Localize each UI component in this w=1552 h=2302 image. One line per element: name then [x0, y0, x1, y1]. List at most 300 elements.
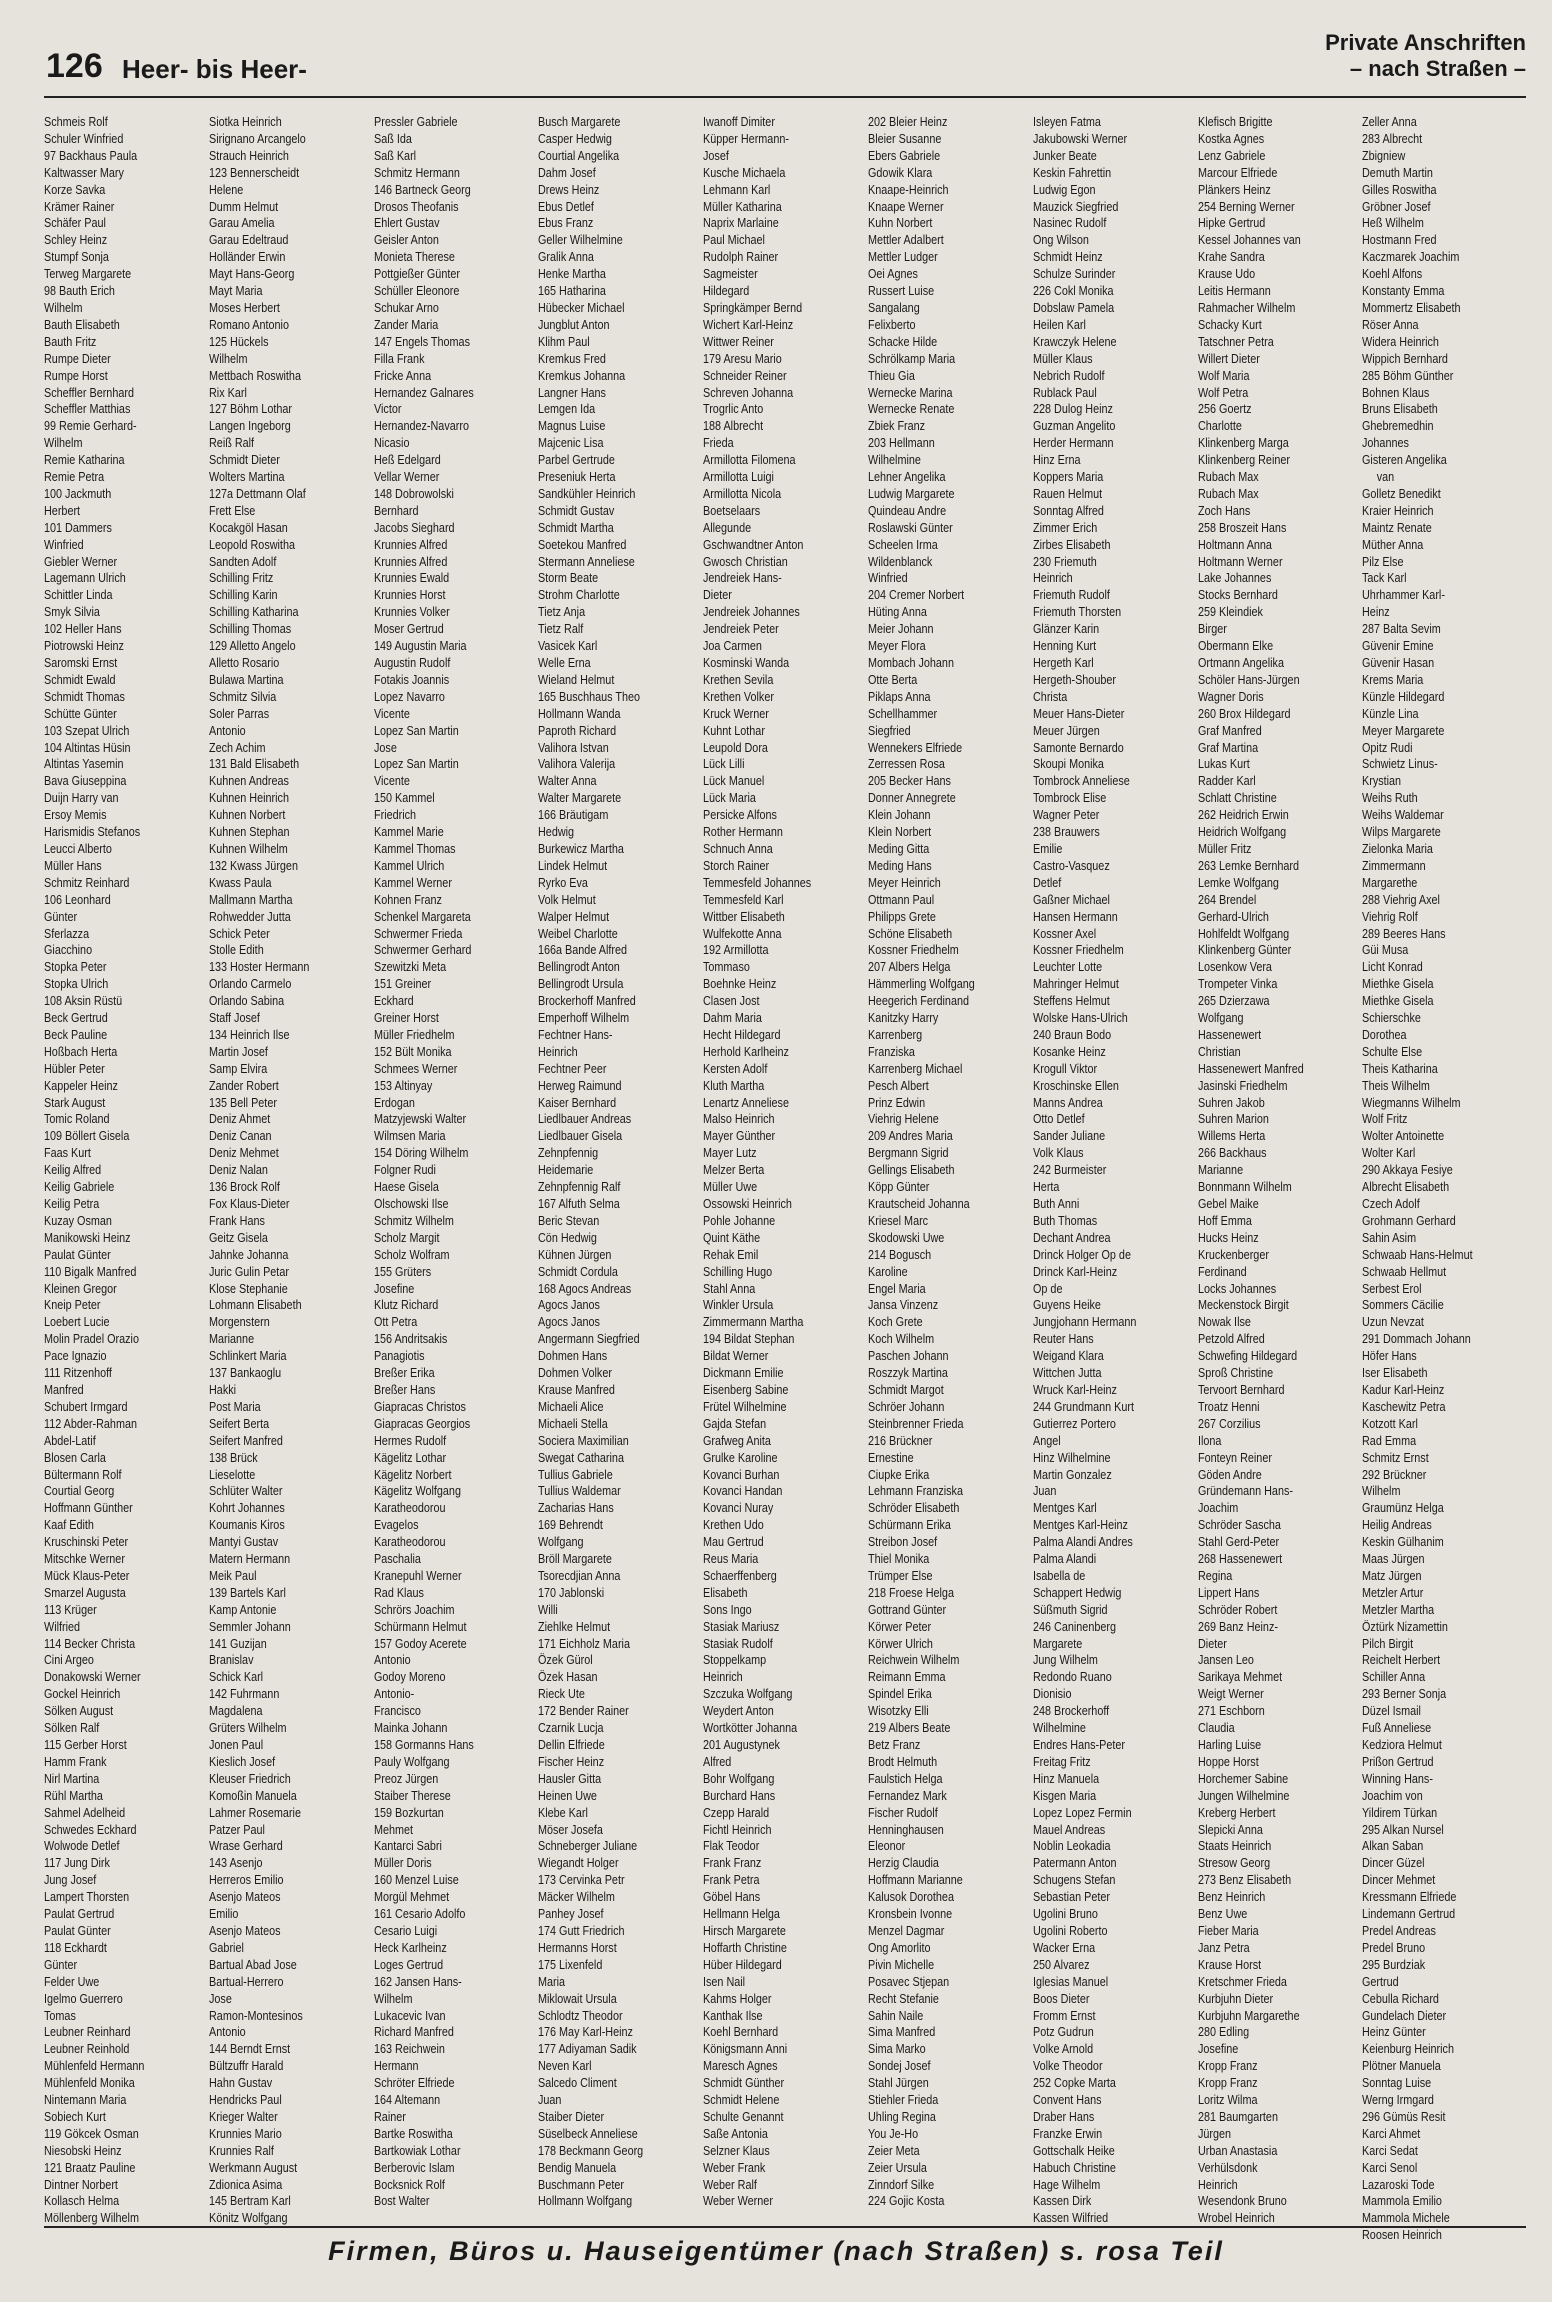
- directory-entry: Karci Senol: [1362, 2159, 1418, 2175]
- directory-entry: Schukar Arno: [373, 299, 439, 315]
- directory-entry: Maintz Renate: [1362, 519, 1433, 535]
- directory-entry: Wrase Gerhard: [208, 1838, 283, 1854]
- directory-entry: Fox Klaus-Dieter: [208, 1196, 290, 1211]
- directory-entry: Kammel Ulrich: [373, 857, 444, 873]
- directory-entry: Burchard Hans: [703, 1787, 776, 1803]
- directory-entry: Sferlazza: [44, 925, 90, 941]
- directory-entry: Krunnies Ewald: [373, 570, 449, 586]
- directory-entry: Klutz Richard: [373, 1297, 438, 1313]
- directory-entry: Theis Katharina: [1362, 1060, 1439, 1076]
- directory-entry: 238 Brauwers: [1032, 824, 1100, 840]
- directory-entry: Samp Elvira: [208, 1060, 268, 1076]
- directory-entry: Monieta Therese: [373, 249, 455, 265]
- directory-entry: Isleyen Fatma: [1032, 114, 1101, 129]
- directory-entry: Rehak Emil: [703, 1246, 759, 1262]
- directory-entry: 160 Menzel Luise: [373, 1872, 459, 1888]
- directory-entry: Gajda Stefan: [703, 1415, 767, 1431]
- directory-entry: Betz Franz: [868, 1737, 921, 1752]
- directory-entry: Pilz Else: [1362, 553, 1404, 569]
- directory-entry: Heegerich Ferdinand: [868, 993, 970, 1009]
- directory-entry: Scheffler Matthias: [44, 401, 131, 417]
- directory-entry: 106 Leonhard: [44, 891, 111, 907]
- directory-entry: Krunnies Volker: [373, 604, 450, 620]
- directory-entry: Grohmann Gerhard: [1362, 1212, 1457, 1228]
- directory-entry: Mayer Günther: [703, 1128, 776, 1144]
- directory-entry: Willi: [538, 1601, 559, 1617]
- directory-entry: Lazaroski Tode: [1362, 2176, 1435, 2192]
- directory-entry: Eleonor: [868, 1838, 906, 1854]
- directory-entry: Mühlenfeld Monika: [44, 2075, 135, 2091]
- directory-entry: Soetekou Manfred: [538, 536, 627, 552]
- directory-entry: Schugens Stefan: [1032, 1872, 1116, 1888]
- directory-column: [703, 114, 863, 2220]
- directory-entry: Lück Maria: [703, 790, 757, 806]
- directory-entry: Tsorecdjian Anna: [538, 1567, 621, 1583]
- directory-entry: Wittchen Jutta: [1032, 1365, 1102, 1381]
- directory-entry: Kühnen Jürgen: [538, 1246, 612, 1262]
- directory-entry: Wildenblanck: [868, 553, 933, 569]
- directory-entry: Zirbes Elisabeth: [1032, 536, 1111, 552]
- directory-entry: Obermann Elke: [1197, 638, 1273, 654]
- directory-entry: Zimmermann: [1362, 857, 1427, 873]
- directory-entry: Vicente: [373, 773, 410, 789]
- directory-entry: Iwanoff Dimiter: [703, 114, 776, 129]
- directory-entry: Fonteyn Reiner: [1197, 1449, 1272, 1465]
- directory-entry: Hinz Erna: [1032, 452, 1081, 468]
- directory-entry: Lück Lilli: [703, 756, 745, 772]
- directory-entry: Schmeis Rolf: [44, 114, 108, 129]
- directory-entry: Burkewicz Martha: [538, 840, 625, 856]
- directory-entry: Graf Martina: [1197, 739, 1258, 755]
- directory-entry: Krause Udo: [1197, 266, 1255, 282]
- directory-entry: Schrörs Joachim: [373, 1601, 455, 1617]
- directory-entry: 157 Godoy Acerete: [373, 1635, 467, 1651]
- directory-entry: 146 Bartneck Georg: [373, 181, 471, 197]
- directory-entry: Selzner Klaus: [703, 2142, 770, 2158]
- directory-entry: van: [1377, 469, 1395, 485]
- directory-entry: Agocs Janos: [538, 1297, 601, 1313]
- bottom-rule: [44, 2226, 1526, 2228]
- directory-entry: Zoch Hans: [1197, 502, 1250, 518]
- directory-entry: Leubner Reinhard: [44, 2024, 131, 2040]
- directory-entry: Volk Klaus: [1032, 1145, 1084, 1161]
- directory-entry: Heinen Uwe: [538, 1787, 598, 1803]
- directory-entry: Kassen Wilfried: [1032, 2210, 1108, 2226]
- directory-entry: Zeier Meta: [868, 2142, 920, 2158]
- directory-entry: Klinkenberg Reiner: [1197, 452, 1290, 468]
- directory-entry: Richard Manfred: [373, 2024, 454, 2040]
- directory-entry: 133 Hoster Hermann: [208, 959, 310, 975]
- directory-entry: Herzig Claudia: [868, 1855, 939, 1871]
- directory-entry: Geisler Anton: [373, 232, 439, 248]
- address-columns: [44, 114, 1526, 2243]
- directory-entry: Staff Josef: [208, 1010, 260, 1026]
- directory-entry: Lindek Helmut: [538, 857, 608, 873]
- directory-entry: Kronsbein Ivonne: [868, 1906, 953, 1922]
- directory-entry: Meik Paul: [208, 1567, 257, 1583]
- directory-entry: Loebert Lucie: [44, 1314, 110, 1330]
- directory-entry: Knaape Werner: [868, 198, 944, 214]
- directory-entry: Bellingrodt Anton: [538, 959, 621, 975]
- directory-entry: Günter: [44, 1956, 78, 1972]
- directory-entry: 214 Bogusch: [868, 1246, 932, 1262]
- directory-entry: You Je-Ho: [868, 2125, 919, 2141]
- directory-entry: Mühlenfeld Hermann: [44, 2058, 145, 2074]
- directory-entry: Albrecht Elisabeth: [1362, 1179, 1450, 1195]
- directory-entry: Süßmuth Sigrid: [1032, 1601, 1108, 1617]
- directory-entry: Bildat Werner: [703, 1348, 769, 1364]
- directory-entry: Christian: [1197, 1043, 1241, 1059]
- directory-entry: Breßer Hans: [373, 1381, 435, 1397]
- directory-entry: Mettbach Roswitha: [208, 367, 301, 383]
- directory-entry: Soler Parras: [208, 705, 269, 721]
- directory-entry: Magdalena: [208, 1703, 263, 1719]
- directory-entry: 230 Friemuth: [1032, 553, 1097, 569]
- directory-entry: 155 Grüters: [373, 1263, 431, 1279]
- directory-entry: Beck Pauline: [44, 1026, 108, 1042]
- directory-entry: 204 Cremer Norbert: [868, 587, 965, 603]
- directory-entry: Matern Hermann: [208, 1551, 290, 1567]
- directory-entry: Emperhoff Wilhelm: [538, 1010, 630, 1026]
- directory-entry: Meier Johann: [868, 621, 934, 637]
- directory-entry: Joachim von: [1362, 1787, 1424, 1803]
- directory-entry: Birger: [1197, 621, 1227, 637]
- directory-entry: Volke Arnold: [1032, 2041, 1093, 2057]
- directory-entry: Evagelos: [373, 1517, 419, 1533]
- directory-entry: Petzold Alfred: [1197, 1331, 1265, 1347]
- directory-entry: Weihs Waldemar: [1362, 807, 1445, 823]
- directory-entry: Cesario Luigi: [373, 1922, 437, 1938]
- directory-entry: Breßer Erika: [373, 1365, 435, 1381]
- directory-column: [1197, 114, 1358, 2226]
- directory-entry: Dionisio: [1032, 1686, 1072, 1702]
- directory-entry: Wolters Martina: [208, 469, 285, 485]
- directory-entry: Uzun Nevzat: [1362, 1314, 1425, 1330]
- directory-entry: Beric Stevan: [538, 1212, 600, 1228]
- directory-entry: 265 Dzierzawa: [1197, 993, 1270, 1009]
- directory-entry: Krunnies Horst: [373, 587, 446, 603]
- directory-entry: Küpper Hermann-: [703, 130, 790, 146]
- directory-entry: Schöler Hans-Jürgen: [1197, 671, 1300, 687]
- directory-entry: Stocks Bernhard: [1197, 587, 1278, 603]
- directory-entry: Juan: [538, 2092, 562, 2108]
- directory-entry: Patzer Paul: [208, 1821, 265, 1837]
- directory-entry: Dohmen Volker: [538, 1365, 613, 1381]
- directory-entry: Reuter Hans: [1032, 1331, 1094, 1347]
- directory-entry: Leubner Reinhold: [44, 2041, 130, 2057]
- directory-entry: Isabella de: [1032, 1567, 1086, 1583]
- directory-entry: Schröer Johann: [868, 1398, 945, 1414]
- directory-entry: Reichwein Wilhelm: [868, 1652, 960, 1668]
- directory-entry: 153 Altinyay: [373, 1077, 432, 1093]
- directory-entry: Mentges Karl-Heinz: [1032, 1517, 1128, 1533]
- directory-entry: Zimmer Erich: [1032, 519, 1098, 535]
- directory-entry: Paschen Johann: [868, 1348, 949, 1364]
- directory-entry: Schierschke: [1362, 1010, 1422, 1026]
- directory-entry: Saromski Ernst: [44, 655, 118, 670]
- directory-entry: Zacharias Hans: [538, 1500, 615, 1516]
- directory-entry: Möser Josefa: [538, 1821, 604, 1837]
- directory-entry: Hollmann Wolfgang: [538, 2193, 633, 2209]
- directory-entry: Heck Karlheinz: [373, 1939, 447, 1955]
- directory-entry: Hostmann Fred: [1362, 232, 1437, 248]
- directory-entry: Duijn Harry van: [44, 790, 119, 806]
- directory-entry: Ernestine: [868, 1449, 914, 1465]
- directory-entry: Mauzick Siegfried: [1032, 198, 1119, 214]
- directory-entry: Dickmann Emilie: [703, 1365, 784, 1381]
- directory-entry: Courtial Angelika: [538, 147, 620, 163]
- directory-entry: Drosos Theofanis: [373, 198, 459, 214]
- directory-entry: Schellhammer: [868, 705, 938, 721]
- directory-entry: Lenz Gabriele: [1197, 147, 1265, 163]
- directory-entry: Özek Hasan: [538, 1669, 598, 1685]
- directory-entry: Fechtner Peer: [538, 1060, 607, 1076]
- directory-entry: Elisabeth: [703, 1584, 748, 1600]
- directory-entry: Rühl Martha: [44, 1787, 103, 1803]
- directory-entry: 202 Bleier Heinz: [868, 114, 948, 129]
- directory-entry: Rieck Ute: [538, 1686, 586, 1702]
- directory-entry: 161 Cesario Adolfo: [373, 1906, 465, 1922]
- directory-entry: 280 Edling: [1197, 2024, 1249, 2040]
- directory-entry: Bava Giuseppina: [44, 773, 127, 789]
- directory-entry: Naprix Marlaine: [703, 215, 779, 231]
- directory-entry: Lohmann Elisabeth: [208, 1297, 302, 1313]
- directory-entry: Günter: [44, 908, 78, 924]
- directory-entry: Oei Agnes: [868, 266, 918, 282]
- directory-entry: Wolf Fritz: [1362, 1111, 1408, 1127]
- directory-entry: Wernecke Marina: [868, 384, 953, 400]
- directory-entry: Jung Josef: [44, 1872, 97, 1888]
- directory-entry: Malso Heinrich: [703, 1111, 775, 1127]
- directory-entry: Buschmann Peter: [538, 2176, 625, 2192]
- directory-entry: Seifert Manfred: [208, 1432, 283, 1448]
- directory-entry: Klein Johann: [868, 807, 931, 823]
- directory-entry: Frank Hans: [208, 1212, 265, 1228]
- directory-entry: Terweg Margarete: [44, 266, 132, 282]
- directory-entry: Schmitz Hermann: [373, 164, 460, 180]
- directory-entry: Tullius Waldemar: [538, 1483, 622, 1499]
- directory-entry: Sebastian Peter: [1032, 1889, 1110, 1905]
- directory-entry: Keskin Gülhanim: [1362, 1534, 1445, 1550]
- directory-entry: Kostka Agnes: [1197, 130, 1264, 146]
- directory-entry: Karoline: [868, 1263, 908, 1279]
- directory-entry: Armillotta Filomena: [703, 452, 796, 468]
- directory-entry: Holtmann Werner: [1197, 553, 1283, 569]
- directory-entry: Hage Wilhelm: [1032, 2176, 1101, 2192]
- directory-entry: Wacker Erna: [1032, 1939, 1095, 1955]
- directory-entry: Heidemarie: [538, 1162, 594, 1178]
- directory-entry: Moser Gertrud: [373, 621, 444, 637]
- directory-entry: Folgner Rudi: [373, 1162, 436, 1178]
- directory-entry: Benz Uwe: [1197, 1906, 1247, 1922]
- directory-entry: Dorothea: [1362, 1026, 1407, 1042]
- directory-entry: Franziska: [868, 1043, 915, 1059]
- directory-entry: Gebel Maike: [1197, 1196, 1259, 1211]
- directory-entry: Marianne: [1197, 1162, 1243, 1178]
- directory-entry: Wennekers Elfriede: [868, 739, 963, 755]
- directory-entry: Henninghausen: [868, 1821, 944, 1837]
- directory-entry: 172 Bender Rainer: [538, 1703, 630, 1719]
- directory-entry: Jasinski Friedhelm: [1197, 1077, 1288, 1093]
- directory-entry: Kwass Paula: [208, 874, 272, 890]
- directory-entry: Güvenir Hasan: [1362, 655, 1435, 670]
- directory-entry: Strohm Charlotte: [538, 587, 621, 603]
- directory-entry: Kanthak Ilse: [703, 2007, 763, 2023]
- directory-entry: Müller Doris: [373, 1855, 432, 1871]
- directory-entry: Hansen Hermann: [1032, 908, 1118, 924]
- directory-entry: Schreven Johanna: [703, 384, 794, 400]
- directory-entry: Henning Kurt: [1032, 638, 1096, 654]
- directory-entry: Ott Petra: [373, 1314, 417, 1330]
- directory-entry: Volk Helmut: [538, 891, 597, 907]
- directory-entry: Kuhnen Wilhelm: [208, 840, 288, 856]
- directory-entry: Redondo Ruano: [1032, 1669, 1112, 1685]
- directory-entry: Leuchter Lotte: [1032, 959, 1102, 975]
- directory-entry: 254 Berning Werner: [1197, 198, 1295, 214]
- directory-entry: Langen Ingeborg: [208, 418, 291, 434]
- directory-entry: 99 Remie Gerhard-: [44, 418, 137, 434]
- directory-entry: Kappeler Heinz: [44, 1077, 118, 1093]
- directory-entry: Schlüter Walter: [208, 1483, 283, 1499]
- directory-entry: Ortmann Angelika: [1197, 655, 1284, 670]
- directory-entry: Gisteren Angelika: [1362, 452, 1448, 468]
- directory-entry: Schäfer Paul: [44, 215, 106, 231]
- directory-entry: Göden Andre: [1197, 1466, 1262, 1482]
- directory-entry: Schüller Eleonore: [373, 283, 459, 299]
- directory-entry: Sölken Ralf: [44, 1720, 100, 1736]
- directory-entry: Greiner Horst: [373, 1010, 439, 1026]
- directory-entry: Karci Ahmet: [1362, 2125, 1421, 2141]
- directory-entry: Verhülsdonk: [1197, 2159, 1258, 2175]
- directory-entry: Ludwig Egon: [1032, 181, 1096, 197]
- directory-entry: 267 Corzilius: [1197, 1415, 1261, 1431]
- directory-entry: Suhren Jakob: [1197, 1094, 1265, 1110]
- directory-entry: Smyk Silvia: [44, 604, 100, 620]
- directory-entry: Boetselaars: [703, 502, 761, 518]
- directory-entry: Emilio: [208, 1906, 239, 1922]
- directory-entry: Hellmann Helga: [703, 1906, 781, 1922]
- directory-entry: Frieda: [703, 435, 734, 451]
- directory-entry: Hirsch Margarete: [703, 1922, 787, 1938]
- directory-entry: Müller Fritz: [1197, 840, 1252, 856]
- directory-entry: Guzman Angelito: [1032, 418, 1116, 434]
- directory-entry: Hildegard: [703, 283, 750, 299]
- directory-entry: Kalusok Dorothea: [868, 1889, 954, 1905]
- directory-entry: Herreros Emilio: [208, 1872, 284, 1888]
- directory-entry: Stiehler Frieda: [868, 2092, 939, 2108]
- directory-entry: Czepp Harald: [703, 1804, 770, 1820]
- directory-entry: Schmitz Silvia: [208, 688, 277, 704]
- directory-entry: Kuzay Osman: [44, 1212, 112, 1228]
- directory-entry: Juan: [1032, 1483, 1057, 1499]
- directory-entry: Fuß Anneliese: [1362, 1720, 1432, 1736]
- directory-entry: 252 Copke Marta: [1032, 2075, 1116, 2091]
- directory-entry: Kovanci Nuray: [703, 1500, 774, 1516]
- directory-entry: Weydert Anton: [703, 1703, 774, 1719]
- directory-entry: 151 Greiner: [373, 976, 431, 992]
- directory-entry: Mitschke Werner: [44, 1551, 125, 1567]
- directory-entry: Mombach Johann: [868, 655, 954, 670]
- directory-entry: Kammel Thomas: [373, 840, 456, 856]
- directory-entry: Schmees Werner: [373, 1060, 457, 1076]
- directory-entry: Losenkow Vera: [1197, 959, 1272, 975]
- directory-entry: Siotka Heinrich: [208, 114, 282, 129]
- directory-entry: Winfried: [44, 536, 84, 552]
- directory-entry: Hollmann Wanda: [538, 705, 621, 721]
- directory-entry: Smarzel Augusta: [44, 1584, 126, 1600]
- directory-entry: Metzler Artur: [1362, 1584, 1424, 1600]
- directory-entry: Müller Uwe: [703, 1179, 758, 1195]
- directory-entry: Rad Klaus: [373, 1584, 424, 1600]
- directory-entry: Brodt Helmuth: [868, 1753, 938, 1769]
- directory-entry: Menzel Dagmar: [868, 1922, 945, 1938]
- directory-entry: Brockerhoff Manfred: [538, 993, 637, 1009]
- directory-entry: Angermann Siegfried: [538, 1331, 640, 1347]
- directory-entry: Grüters Wilhelm: [208, 1720, 287, 1736]
- directory-entry: Herhold Karlheinz: [703, 1043, 790, 1059]
- directory-entry: Ilona: [1197, 1432, 1222, 1448]
- directory-entry: Kuhnen Heinrich: [208, 790, 289, 806]
- directory-entry: Potz Gudrun: [1032, 2024, 1094, 2040]
- directory-entry: Zeier Ursula: [868, 2159, 927, 2175]
- directory-entry: Keienburg Heinrich: [1362, 2041, 1455, 2057]
- directory-entry: Zbiek Franz: [868, 418, 926, 434]
- directory-entry: Nasinec Rudolf: [1032, 215, 1107, 231]
- directory-entry: 295 Burdziak: [1362, 1956, 1426, 1972]
- directory-entry: Siegfried: [868, 722, 911, 738]
- directory-entry: Friemuth Rudolf: [1032, 587, 1110, 603]
- directory-entry: Heß Edelgard: [373, 452, 441, 468]
- directory-entry: 226 Cokl Monika: [1032, 283, 1114, 299]
- directory-entry: Donner Annegrete: [868, 790, 956, 806]
- directory-entry: Hendricks Paul: [208, 2092, 282, 2108]
- directory-entry: Volke Theodor: [1032, 2058, 1103, 2074]
- directory-entry: Kisgen Maria: [1032, 1787, 1096, 1803]
- directory-entry: Grafweg Anita: [703, 1432, 772, 1448]
- directory-entry: Pauly Wolfgang: [373, 1753, 450, 1769]
- directory-entry: Heß Wilhelm: [1362, 215, 1425, 231]
- directory-entry: Igelmo Guerrero: [44, 1990, 123, 2006]
- directory-entry: Zehnpfennig: [538, 1145, 599, 1161]
- directory-entry: Krunnies Ralf: [208, 2142, 274, 2158]
- directory-entry: Juric Gulin Petar: [208, 1263, 289, 1279]
- directory-entry: 207 Albers Helga: [868, 959, 951, 975]
- directory-entry: Widera Heinrich: [1362, 333, 1440, 349]
- directory-entry: Antonio: [373, 1652, 411, 1668]
- directory-entry: Kurbjuhn Dieter: [1197, 1990, 1273, 2006]
- directory-entry: Künzle Hildegard: [1362, 688, 1445, 704]
- directory-entry: Kossner Friedhelm: [1032, 942, 1124, 958]
- directory-entry: Sima Manfred: [868, 2024, 936, 2040]
- directory-entry: Stark August: [44, 1094, 106, 1110]
- directory-entry: Lieselotte: [208, 1466, 256, 1482]
- directory-entry: Meyer Margarete: [1362, 722, 1445, 738]
- directory-entry: Hermanns Horst: [538, 1939, 618, 1955]
- directory-entry: 228 Dulog Heinz: [1032, 401, 1113, 417]
- directory-entry: Suhren Marion: [1197, 1111, 1269, 1127]
- directory-entry: Heinz Günter: [1362, 2024, 1427, 2040]
- directory-entry: Mau Gertrud: [703, 1534, 764, 1550]
- directory-entry: Deniz Ahmet: [208, 1111, 271, 1127]
- directory-entry: Friemuth Thorsten: [1032, 604, 1121, 620]
- directory-entry: Donakowski Werner: [44, 1669, 141, 1685]
- directory-entry: Tullius Gabriele: [538, 1466, 614, 1482]
- directory-entry: Hüber Hildegard: [703, 1956, 782, 1972]
- directory-entry: Komoßin Manuela: [208, 1787, 297, 1803]
- directory-entry: Gwosch Christian: [703, 553, 788, 569]
- directory-entry: Tervoort Bernhard: [1197, 1381, 1285, 1397]
- directory-entry: Armillotta Luigi: [703, 469, 775, 485]
